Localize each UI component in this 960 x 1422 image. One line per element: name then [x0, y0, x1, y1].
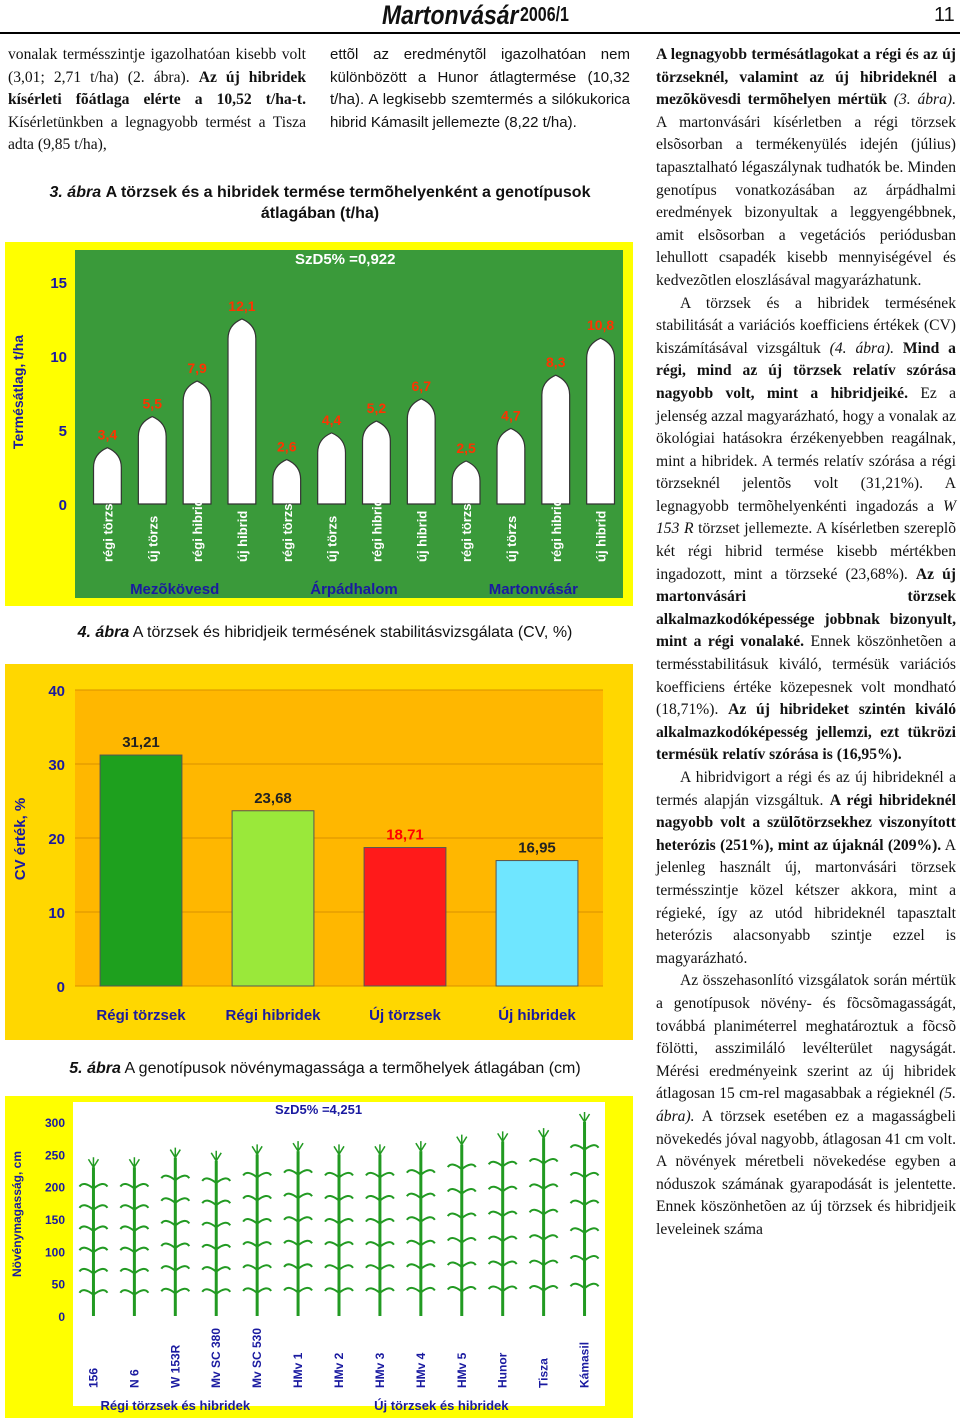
- fig5-category-label: HMv 4: [413, 1352, 428, 1388]
- fig3-ylabel: Termésátlag, t/ha: [10, 334, 26, 450]
- fig5-category-label: W 153R: [168, 1344, 183, 1388]
- fig3-value-label: 5,5: [142, 395, 162, 412]
- fig4-ytick: 20: [48, 831, 65, 848]
- fig3-bar: [94, 448, 122, 504]
- left-p1-tail: Kísérletünkben a legnagyobb termést a Tisza adta (9,85 t/ha),: [8, 113, 306, 154]
- fig4-caption-text: A törzsek és hibridjeik termésének stabilitásvizsgálata (CV, %): [132, 624, 573, 641]
- right-p2-rest: Ez a jelenség azzal magyarázható, hogy a vonalak az ökológiai hatásokra érzékenyebben reagálnak, mint a hibridek. A termés relatív szórása a régi törzseknél jelentõs volt (31,21%). A legnagyobb termõhelyenkénti ingadozás a: [656, 384, 956, 515]
- fig3-category-label: új hibrid: [234, 510, 250, 562]
- fig3-bar-shape: [363, 421, 391, 504]
- fig3-value-label: 6,7: [411, 377, 431, 394]
- right-p1-ref: (3. ábra).: [893, 91, 957, 109]
- fig3-bar-shape: [183, 381, 211, 504]
- right-p1-bold: A legnagyobb termésátlagokat a régi és az új törzseknél, valamint az új hibrideknél a mezõkövesdi termõhelyen mértük: [656, 46, 956, 109]
- fig3-ytick: 10: [50, 349, 67, 366]
- fig3-value-label: 4,4: [321, 411, 342, 428]
- fig3-bar-shape: [452, 461, 480, 504]
- fig3-annotation: SzD5% =0,922: [295, 251, 396, 268]
- fig3-value-label: 8,3: [546, 354, 566, 371]
- page-number: 11: [934, 4, 955, 26]
- fig5-annotation: SzD5% =4,251: [275, 1102, 363, 1117]
- fig3-bar: [587, 338, 615, 504]
- fig3-ytick: 15: [50, 275, 67, 292]
- fig3-bar: [183, 381, 211, 504]
- fig3-caption-num: 3. ábra: [49, 184, 102, 201]
- fig3-bar-shape: [228, 319, 256, 504]
- fig3-bar: [318, 433, 346, 504]
- fig3-category-label: új törzs: [503, 515, 519, 562]
- fig3-caption-text: A törzsek és a hibridek termése termõhelyenként a genotípusok átlagában (t/ha): [105, 184, 591, 222]
- fig3-bar-shape: [94, 448, 122, 504]
- fig3-category-label: régi hibrid: [548, 498, 564, 562]
- left-p1-bold: Az új hibridek kísérleti fõátlaga elérte a 10,52 t/ha-t.: [8, 68, 307, 109]
- fig3-category-label: régi hibrid: [190, 498, 206, 562]
- right-p2-a: A törzsek és a hibridek termésének stabilitását a variációs koefficiens értékek (CV) kiszámításával vizsgáltuk: [656, 294, 956, 357]
- right-p4-ref: (5. ábra).: [656, 1085, 956, 1125]
- fig3-bar: [138, 417, 166, 504]
- fig4-ytick: 0: [56, 979, 65, 996]
- fig3-ytick: 5: [58, 423, 67, 440]
- fig3-value-label: 5,2: [366, 400, 387, 417]
- fig3-category-label: régi törzs: [100, 503, 116, 562]
- fig3-value-label: 2,6: [277, 438, 297, 455]
- fig5-category-label: Tisza: [536, 1358, 551, 1388]
- fig3-value-label: 12,1: [228, 297, 256, 314]
- fig4-bar: [364, 848, 446, 986]
- fig4-category-label: Régi törzsek: [96, 1007, 186, 1024]
- journal-issue: 2006/1: [520, 4, 569, 26]
- fig5-category-label: Mv SC 530: [250, 1327, 265, 1388]
- fig3-value-label: 3,4: [97, 426, 118, 443]
- fig4-ytick: 10: [48, 905, 65, 922]
- fig3-ytick: 0: [58, 497, 67, 514]
- fig3-bar-shape: [542, 375, 570, 504]
- right-p2-ref: (4. ábra).: [829, 339, 894, 357]
- fig5-caption: [20, 1058, 630, 1079]
- fig3-bar: [542, 375, 570, 504]
- right-p4: Az összehasonlító vizsgálatok során mértük a genotípusok növény- és fõcsõmagasságát, továbbá planiméterrel meghatároztuk a fõcsõ fölötti, asszimiláló levélterület nagyságát. Mérési eredményeink szerint az új hibridek átlagosan 15 cm-rel magasabbak a régieknél: [656, 972, 956, 1103]
- fig5-ytick: 50: [51, 1277, 65, 1292]
- fig4-value-label: 16,95: [518, 839, 556, 857]
- fig3-bar: [228, 319, 256, 504]
- middle-column: [330, 44, 630, 134]
- fig4-ylabel: CV érték, %: [12, 797, 29, 881]
- fig3-bar-shape: [497, 428, 525, 504]
- fig5-ytick: 200: [44, 1180, 65, 1195]
- fig4-category-label: Új törzsek: [369, 1007, 441, 1024]
- right-column: [656, 44, 956, 1241]
- right-p2-bold3: Az új hibrideket szintén kiváló alkalmazkodóképesség jellemzi, ezt tükrözi termésük relatív szórása is (16,95%).: [656, 701, 956, 764]
- fig3-category-label: új hibrid: [414, 510, 430, 562]
- right-p4-rest: A törzsek esetében ez a magasságbeli növekedés jóval nagyobb, átlagosan 41 cm volt. A növények méretbeli növekedése egyben a nóduszok számának gyarapodását is jelentette. Ennek köszönhetõen az új törzsek és hibridjeik leveleinek száma: [656, 1107, 957, 1238]
- fig5-ylabel: Növénymagasság, cm: [10, 1150, 24, 1278]
- left-column: [8, 44, 306, 157]
- fig3-category-label: új hibrid: [593, 510, 609, 562]
- fig5-category-label: Hunor: [495, 1352, 510, 1388]
- fig3-value-label: 4,7: [501, 407, 521, 424]
- fig5-chart: [5, 1096, 633, 1418]
- fig5-category-label: HMv 5: [454, 1352, 469, 1388]
- fig3-value-label: 2,5: [456, 440, 476, 456]
- fig3-bar-shape: [273, 460, 301, 504]
- right-p1-rest: A martonvásári kísérletben a régi törzsek elsõsorban a termékenyülés idején (július) tapasztalható légaszálynak tudhatók be. Minden genotípus vonatkozásában az árpádhalmi eredmények bizonyultak a leggyengébbnek, amit elsõsorban a vegetációs periódusban lehullott csapadék kisebb mennyiségével és kedvezõtlen eloszlásával magyarázhatunk.: [656, 113, 956, 289]
- fig3-bar: [363, 421, 391, 504]
- fig3-category-label: régi törzs: [279, 503, 295, 562]
- fig4-bar: [496, 861, 578, 986]
- right-p3-a: A hibridvigort a régi és az új hibrideknél a termés alapján vizsgáltuk.: [656, 769, 956, 809]
- fig5-ytick: 100: [44, 1245, 65, 1260]
- fig5-caption-text: A genotípusok növénymagassága a termõhelyek átlagában (cm): [124, 1060, 581, 1077]
- fig4-value-label: 31,21: [122, 734, 160, 752]
- fig3-category-label: régi törzs: [459, 503, 475, 562]
- fig3-bar-shape: [407, 399, 435, 504]
- fig3-group-label: Martonvásár: [488, 581, 578, 598]
- fig3-bar: [407, 399, 435, 504]
- fig3-bar: [452, 461, 480, 504]
- fig4-value-label: 18,71: [386, 826, 424, 844]
- fig5-category-label: HMv 2: [332, 1352, 346, 1388]
- fig3-value-label: 7,9: [187, 360, 207, 377]
- fig5-category-label: 156: [86, 1367, 101, 1388]
- fig4-bar: [232, 811, 314, 986]
- fig3-bar-shape: [318, 433, 346, 504]
- journal-title: Martonvásár: [382, 0, 519, 30]
- fig3-category-label: régi hibrid: [369, 498, 385, 562]
- mid-p1: ettõl az eredménytõl igazolhatóan nem különbözött a Hunor átlagtermése (10,32 t/ha). A legkisebb szemtermés a silókukorica hibrid Kámasilt jellemezte (8,22 t/ha).: [330, 46, 630, 131]
- left-p1: vonalak termésszintje igazolhatóan kisebb volt (3,01; 2,71 t/ha) (2. ábra).: [8, 46, 306, 86]
- fig3-value-label: 10,8: [586, 317, 615, 334]
- fig5-category-label: Mv SC 380: [209, 1327, 224, 1388]
- fig3-bar: [497, 428, 525, 504]
- right-p2-rest3: Ennek köszönhetõen a termésstabilitásuk kiváló, termésük variációs koefficiens értéke közepesnek volt mondható (18,71%).: [656, 633, 956, 719]
- fig3-bar-shape: [587, 338, 615, 504]
- fig4-chart: [5, 664, 633, 1040]
- fig5-category-label: HMv 3: [372, 1352, 387, 1388]
- fig5-group-label: Régi törzsek és hibridek: [100, 1398, 251, 1413]
- fig3-category-label: új törzs: [145, 515, 161, 562]
- fig5-category-label: HMv 1: [291, 1352, 306, 1388]
- fig3-category-label: új törzs: [324, 515, 340, 562]
- fig3-group-label: Mezõkövesd: [130, 581, 220, 598]
- right-p2-bold2: Az új martonvásári törzsek alkalmazkodóképessége jobbnak bizonyult, mint a régi vonalaké.: [656, 565, 957, 651]
- fig4-category-label: Új hibridek: [498, 1007, 576, 1024]
- fig3-chart: [5, 242, 633, 606]
- right-p3-bold: A régi hibrideknél nagyobb volt a szülõtörzsekhez viszonyított heterózis (251%), mint az újaknál (209%).: [656, 791, 956, 854]
- fig3-bar: [273, 460, 301, 504]
- fig5-ytick: 150: [44, 1213, 65, 1227]
- fig4-value-label: 23,68: [254, 789, 292, 807]
- right-p2-bold: Mind a régi, mind az új törzsek relatív szórása nagyobb volt, mint a hibridjeiké.: [656, 339, 956, 402]
- header-rule: [0, 32, 960, 34]
- fig5-ytick: 0: [58, 1310, 65, 1324]
- fig4-bar: [100, 755, 182, 986]
- right-p3-rest: A jelenleg használt új, martonvásári törzsek termésszintje közel kétszer akkora, mint a régieké, így az utód hibrideknél tapasztalt heterózis alacsonyabb szintje ezzel is magyarázható.: [656, 836, 956, 967]
- fig4-category-label: Régi hibridek: [225, 1007, 321, 1024]
- fig3-group-label: Árpádhalom: [310, 581, 398, 598]
- right-p2-w: W 153 R: [656, 497, 956, 538]
- fig5-category-label: N 6: [127, 1369, 142, 1388]
- fig4-ytick: 30: [48, 757, 65, 774]
- fig5-ytick: 250: [44, 1148, 65, 1163]
- fig5-category-label: Kámasil: [577, 1341, 592, 1388]
- fig4-caption-num: 4. ábra: [77, 624, 130, 641]
- fig5-group-label: Új törzsek és hibridek: [374, 1398, 509, 1413]
- fig4-ytick: 40: [48, 683, 65, 700]
- fig5-caption-num: 5. ábra: [69, 1060, 121, 1077]
- fig4-caption: [20, 622, 630, 643]
- fig3-caption: [20, 182, 620, 224]
- fig5-ytick: 300: [44, 1116, 65, 1130]
- right-p2-rest2: törzset jellemezte. A kísérletben szereplõ két régi hibrid termése kisebb mértékben ingadozott, mint a törzseké (23,68%).: [656, 520, 956, 583]
- fig3-bar-shape: [138, 417, 166, 504]
